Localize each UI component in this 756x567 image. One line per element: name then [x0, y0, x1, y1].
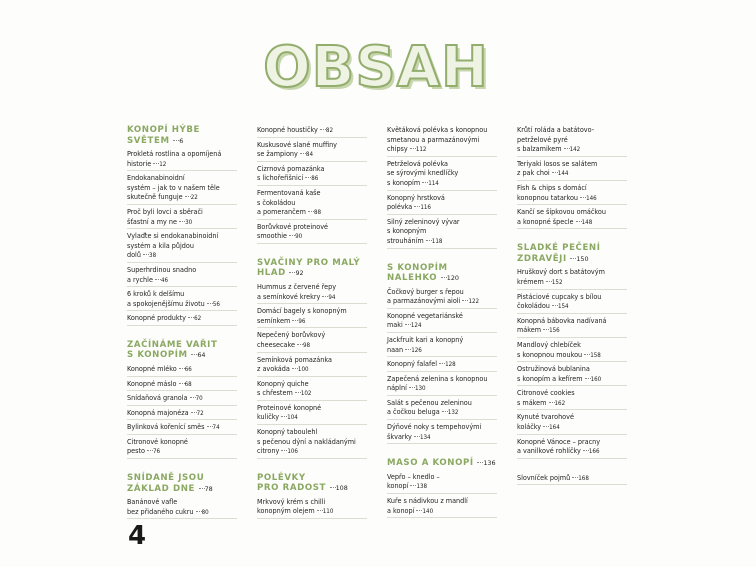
toc-page-number: 86: [311, 175, 319, 183]
toc-page-number: 72: [196, 409, 204, 417]
toc-entry: [517, 437, 627, 459]
toc-section-heading: [127, 473, 237, 494]
toc-page-number: 134: [419, 433, 431, 441]
toc-entry-text: Snídaňová granola 70: [127, 393, 203, 403]
toc-page-number: 64: [197, 351, 206, 360]
toc-page-number: 136: [483, 459, 496, 468]
toc-page-number: 164: [549, 424, 560, 432]
toc-page-number: 70: [195, 395, 203, 403]
toc-entry-text: a konopné špecle 148: [517, 216, 593, 226]
toc-entry-text: Fish & chips s domácí: [517, 182, 587, 192]
section-gap: [517, 461, 627, 473]
toc-entry: [387, 335, 497, 357]
toc-entry-text: Semínková pomazánka: [257, 354, 332, 364]
toc-entry: [257, 497, 367, 519]
toc-entry-text: s mákem 162: [517, 397, 566, 407]
toc-entry-text: Zapečená zelenina s konopnou: [387, 373, 488, 383]
toc-entry-text: Kuře s nádivkou z mandlí: [387, 495, 468, 505]
toc-entry-text: Endokanabinoidní: [127, 173, 185, 183]
toc-column-2: [257, 125, 367, 521]
toc-entry: [127, 408, 237, 421]
toc-page-number: 154: [557, 303, 569, 311]
page-title: OBSAH: [263, 35, 489, 100]
toc-page-number: 146: [586, 194, 597, 202]
toc-entry-text: Vepřo – knedlo –: [387, 471, 440, 481]
toc-entry-text: systém – jak to v našem těle: [127, 182, 220, 192]
toc-entry-text: s chřestem 102: [257, 388, 312, 398]
toc-entry-text: z avokáda 100: [257, 364, 309, 374]
toc-entry: [387, 125, 497, 157]
toc-entry-text: šťastní a my ne 30: [127, 216, 193, 226]
toc-entry-text: systém a kila půjdou: [127, 240, 194, 250]
toc-entry-text: KONOPÍ HÝBE: [127, 125, 200, 135]
toc-entry-text: ZDRAVĚJI 150: [517, 253, 589, 264]
toc-entry: [127, 289, 237, 311]
toc-entry: [517, 159, 627, 181]
toc-page-number: 144: [557, 170, 569, 178]
toc-entry: [127, 149, 237, 171]
toc-entry: [387, 159, 497, 191]
toc-entry-text: Kuskusové slané muffiny: [257, 139, 337, 149]
toc-entry-text: ZÁKLAD DNE 78: [127, 483, 213, 494]
toc-entry-text: Konopná bábovka nadívaná: [517, 315, 607, 325]
toc-page-number: 38: [149, 252, 157, 260]
toc-entry-text: Cizrnová pomazánka: [257, 163, 325, 173]
toc-entry-text: Hummus z červené řepy: [257, 281, 337, 291]
toc-entry-text: SVAČINY PRO MALÝ: [257, 257, 361, 268]
toc-entry-text: a rychle 46: [127, 274, 169, 284]
toc-entry-text: s konopnou moukou 158: [517, 349, 601, 359]
toc-entry-text: Čočkový burger s řepou: [387, 286, 464, 296]
toc-page-number: 74: [212, 424, 220, 432]
toc-entry: [127, 173, 237, 205]
toc-entry: [257, 306, 367, 328]
toc-page-number: 6: [179, 136, 184, 145]
toc-entry: [517, 340, 627, 362]
toc-entry: [127, 437, 237, 459]
toc-entry-text: Hruškový dort s batátovým: [517, 267, 605, 277]
toc-section-heading: [257, 473, 367, 494]
toc-entry-text: strouháním 118: [387, 235, 443, 245]
toc-entry-text: čokoládou 154: [517, 301, 569, 311]
toc-entry: [517, 412, 627, 434]
toc-entry-text: a pomerančem 88: [257, 207, 322, 217]
toc-entry-text: Proč byli lovci a sběrači: [127, 206, 203, 216]
toc-entry-text: SVĚTEM 6: [127, 135, 184, 146]
toc-entry-text: Konopné produkty 62: [127, 313, 202, 323]
toc-entry-text: s pečenou dýní a nakládanými: [257, 436, 356, 446]
toc-entry: [517, 316, 627, 338]
toc-page-number: 12: [159, 160, 167, 168]
toc-entry-text: a spokojenějšímu životu 56: [127, 298, 220, 308]
toc-entry-text: smoothie 90: [257, 231, 303, 241]
toc-entry-text: HLAD 92: [257, 268, 304, 279]
toc-entry-text: Citronové cookies: [517, 388, 575, 398]
toc-entry-text: Silný zeleninový vývar: [387, 216, 460, 226]
toc-page-number: 68: [184, 380, 192, 388]
toc-page-number: 66: [184, 365, 192, 373]
toc-entry-text: s balzamikem 142: [517, 144, 581, 154]
toc-entry: [127, 393, 237, 406]
toc-entry-text: a parmazánovými aioli 122: [387, 296, 480, 306]
toc-entry-text: se žampiony 84: [257, 149, 313, 159]
toc-entry-text: náplní 130: [387, 383, 426, 393]
toc-entry: [387, 472, 497, 494]
section-gap: [127, 461, 237, 473]
toc-entry-text: Salát s pečenou zeleninou: [387, 397, 472, 407]
toc-entry-text: semínkem 96: [257, 315, 306, 325]
toc-entry-text: ZAČÍNÁME VAŘIT: [127, 339, 218, 350]
toc-entry-text: Slovníček pojmů 168: [517, 472, 589, 482]
toc-entry: [517, 292, 627, 314]
toc-page-number: 140: [422, 507, 434, 515]
toc-entry-text: koláčky 164: [517, 422, 560, 432]
toc-entry-text: cheesecake 98: [257, 339, 311, 349]
toc-entry-text: a semínkové krekry 94: [257, 291, 336, 301]
toc-entry-text: krémem 152: [517, 276, 563, 286]
section-gap: [257, 246, 367, 258]
toc-page-number: 62: [194, 315, 202, 323]
toc-section-heading: [127, 340, 237, 361]
toc-entry-text: SNÍDANĚ JSOU: [127, 473, 205, 484]
toc-column-3: [387, 125, 497, 520]
section-gap: [387, 446, 497, 458]
toc-entry: [127, 313, 237, 326]
toc-entry-text: chipsy 112: [387, 144, 427, 154]
toc-page-number: 130: [414, 385, 426, 393]
toc-page-number: 98: [303, 341, 311, 349]
toc-page-number: 96: [298, 317, 306, 325]
toc-entry-text: Mandlový chlebíček: [517, 339, 581, 349]
toc-entry: [387, 217, 497, 249]
toc-page-number: 94: [328, 293, 336, 301]
toc-entry-text: Konopné vegetariánské: [387, 310, 463, 320]
toc-entry-text: Citronové konopné: [127, 436, 188, 446]
toc-entry-text: Konopný falafel 128: [387, 359, 456, 369]
toc-entry-text: S KONOPÍM: [387, 262, 448, 273]
toc-page-number: 120: [446, 274, 459, 283]
toc-page-number: 124: [410, 322, 422, 330]
toc-entry-text: Domácí bagely s konopným: [257, 306, 347, 316]
toc-column-1: [127, 125, 237, 521]
toc-entry: [257, 164, 367, 186]
toc-page-number: 56: [212, 300, 220, 308]
toc-page-number: 162: [554, 399, 566, 407]
toc-page-number: 122: [468, 298, 480, 306]
toc-entry: [387, 398, 497, 420]
toc-entry-text: Superhrdinou snadno: [127, 264, 197, 274]
toc-section-heading: [127, 125, 237, 146]
toc-entry: [517, 364, 627, 386]
toc-entry-text: s čokoládou: [257, 197, 296, 207]
toc-entry-text: Vylaďte si endokanabinoidní: [127, 231, 219, 241]
section-gap: [387, 251, 497, 263]
toc-entry-text: konopnou tatarkou 146: [517, 192, 597, 202]
toc-page-number: 128: [445, 361, 456, 369]
toc-entry: [387, 311, 497, 333]
toc-page-number: 30: [185, 218, 193, 226]
toc-entry-text: S KONOPÍM 64: [127, 350, 206, 361]
toc-entry: [517, 125, 627, 157]
toc-entry-text: pesto 76: [127, 446, 161, 456]
toc-entry: [517, 183, 627, 205]
toc-page-number: 114: [428, 179, 439, 187]
toc-entry: [257, 379, 367, 401]
toc-page-number: 100: [297, 366, 309, 374]
toc-entry: [127, 265, 237, 287]
toc-entry-text: historie 12: [127, 158, 167, 168]
toc-entry-text: Konopný quiche: [257, 378, 309, 388]
toc-entry: [387, 496, 497, 518]
toc-page-number: 106: [287, 448, 298, 456]
toc-entry-text: Kančí se šípkovou omáčkou: [517, 207, 606, 217]
toc-entry: [257, 427, 367, 459]
page-number: 4: [128, 521, 147, 551]
toc-entry: [257, 403, 367, 425]
toc-page-number: 84: [305, 151, 313, 159]
toc-entry-text: 6 kroků k delšímu: [127, 289, 185, 299]
toc-page-number: 110: [322, 508, 334, 516]
toc-page-number: 46: [161, 276, 169, 284]
toc-page-number: 160: [590, 375, 602, 383]
toc-entry-text: SLADKÉ PEČENÍ: [517, 243, 601, 254]
toc-page-number: 82: [325, 127, 334, 134]
toc-entry-text: citrony 106: [257, 446, 298, 456]
toc-entry-text: Konopná majonéza 72: [127, 407, 204, 417]
toc-section-heading: [257, 258, 367, 279]
toc-entry-text: Proteinové konopné: [257, 402, 322, 412]
toc-entry-text: z pak choi 144: [517, 168, 569, 178]
toc-entry-text: a vanilkové rohlíčky 166: [517, 446, 600, 456]
toc-entry: [257, 355, 367, 377]
toc-entry: [257, 330, 367, 352]
toc-page-number: 118: [431, 237, 443, 245]
toc-entry-text: Jackfruit kari a konopný: [387, 334, 464, 344]
toc-page-number: 88: [313, 209, 322, 217]
toc-entry-text: Kynuté tvarohové: [517, 412, 574, 422]
toc-entry-text: s konopím a kefírem 160: [517, 373, 602, 383]
toc-entry-text: se sýrovými knedlíčky: [387, 168, 459, 178]
toc-page-number: 138: [416, 483, 428, 491]
toc-column-4: [517, 125, 627, 487]
toc-entry-text: polévka 116: [387, 202, 431, 212]
toc-entry-text: MASO A KONOPÍ 136: [387, 458, 496, 469]
toc-entry: [387, 359, 497, 372]
toc-page-number: 158: [590, 351, 601, 359]
toc-entry: [127, 422, 237, 435]
toc-entry: [257, 222, 367, 244]
toc-entry-text: a čočkou beluga 132: [387, 407, 459, 417]
toc-entry: [387, 287, 497, 309]
toc-entry: [127, 364, 237, 377]
toc-page-number: 150: [576, 254, 589, 263]
toc-entry: [517, 388, 627, 410]
toc-entry-text: bez přidaného cukru 80: [127, 506, 209, 516]
toc-entry-text: Petrželová polévka: [387, 158, 449, 168]
toc-entry-text: Borůvkové proteinové: [257, 221, 329, 231]
toc-entry-text: s lichořeřišnicí 86: [257, 173, 319, 183]
toc-entry-text: s konopným: [387, 226, 427, 236]
toc-entry-text: dolů 38: [127, 250, 157, 260]
toc-page-number: 142: [569, 146, 581, 154]
toc-page-number: 166: [588, 448, 600, 456]
toc-entry-text: skutečně funguje 22: [127, 192, 198, 202]
toc-entry-text: petrželové pyré: [517, 134, 568, 144]
toc-entry: [517, 267, 627, 289]
toc-entry-text: Nepečený borůvkový: [257, 330, 326, 340]
toc-entry-text: Konopné Vánoce – pracny: [517, 436, 601, 446]
toc-page-number: 116: [420, 204, 431, 212]
toc-entry-text: Květáková polévka s konopnou: [387, 125, 488, 134]
toc-page-number: 148: [581, 218, 593, 226]
toc-entry-text: konopí 138: [387, 481, 428, 491]
toc-page-number: 132: [447, 409, 459, 417]
toc-page-number: 92: [295, 269, 304, 278]
toc-entry-text: Bylinková kořenící směs 74: [127, 422, 220, 432]
toc-page-number: 76: [153, 448, 161, 456]
toc-entry-text: PRO RADOST 108: [257, 483, 348, 494]
toc-page-number: 108: [335, 484, 348, 493]
toc-entry-text: Fermentovaná kaše: [257, 187, 321, 197]
toc-entry-text: Konopné houstičky 82: [257, 125, 334, 134]
toc-entry: [257, 188, 367, 220]
toc-entry-text: Dýňové noky s tempehovými: [387, 422, 482, 432]
toc-section-heading: [387, 263, 497, 284]
toc-entry: [257, 140, 367, 162]
toc-entry-text: Pistáciové cupcaky s bílou: [517, 291, 602, 301]
toc-section-heading: [387, 458, 497, 469]
toc-page-number: 152: [551, 278, 563, 286]
toc-entry: [387, 422, 497, 444]
toc-page-number: 80: [201, 508, 209, 516]
section-gap: [517, 231, 627, 243]
toc-entry: [127, 231, 237, 263]
section-gap: [127, 328, 237, 340]
toc-entry-text: mákem 156: [517, 325, 560, 335]
toc-entry-text: konopným olejem 110: [257, 506, 334, 516]
toc-entry-text: Banánové vafle: [127, 497, 178, 507]
section-gap: [257, 461, 367, 473]
toc-page-number: 102: [300, 390, 312, 398]
toc-section-heading: [517, 243, 627, 264]
toc-entry-text: smetanou a parmazánovými: [387, 134, 480, 144]
toc-entry-text: škvarky 134: [387, 431, 431, 441]
toc-entry: [517, 207, 627, 229]
toc-entry: [257, 125, 367, 138]
toc-entry-text: NALEHKO 120: [387, 273, 459, 284]
toc-entry-text: Krůtí roláda a batátovo-: [517, 125, 595, 134]
toc-entry-text: Prokletá rostlina a opomíjená: [127, 149, 222, 158]
toc-entry-text: Konopné mléko 66: [127, 363, 192, 373]
toc-page-number: 168: [578, 474, 589, 482]
toc-entry: [387, 374, 497, 396]
toc-entry-text: naan 126: [387, 344, 422, 354]
toc-entry-text: Konopný hrstková: [387, 192, 445, 202]
toc-entry-text: POLÉVKY: [257, 472, 306, 483]
toc-page-number: 112: [415, 146, 427, 154]
toc-entry: [517, 473, 627, 486]
toc-entry-text: a konopí 140: [387, 505, 434, 515]
toc-page-number: 90: [295, 233, 303, 241]
toc-entry-text: s konopím 114: [387, 177, 439, 187]
toc-entry: [257, 282, 367, 304]
toc-entry-text: maki 124: [387, 320, 422, 330]
toc-entry-text: Konopné máslo 68: [127, 378, 192, 388]
toc-page-number: 104: [287, 414, 298, 422]
toc-entry-text: kuličky 104: [257, 412, 298, 422]
toc-entry-text: Konopný taboulehl: [257, 427, 318, 437]
toc-entry-text: Ostružinová bublanina: [517, 364, 590, 374]
toc-page-number: 156: [549, 327, 560, 335]
toc-entry: [387, 193, 497, 215]
toc-entry-text: Teriyaki losos se salátem: [517, 158, 598, 168]
toc-page-number: 78: [204, 484, 213, 493]
toc-entry: [127, 207, 237, 229]
toc-entry: [127, 379, 237, 392]
toc-page-number: 22: [190, 194, 198, 202]
toc-entry: [127, 497, 237, 519]
toc-entry-text: Mrkvový krém s chilli: [257, 496, 326, 506]
toc-page-number: 126: [411, 346, 422, 354]
